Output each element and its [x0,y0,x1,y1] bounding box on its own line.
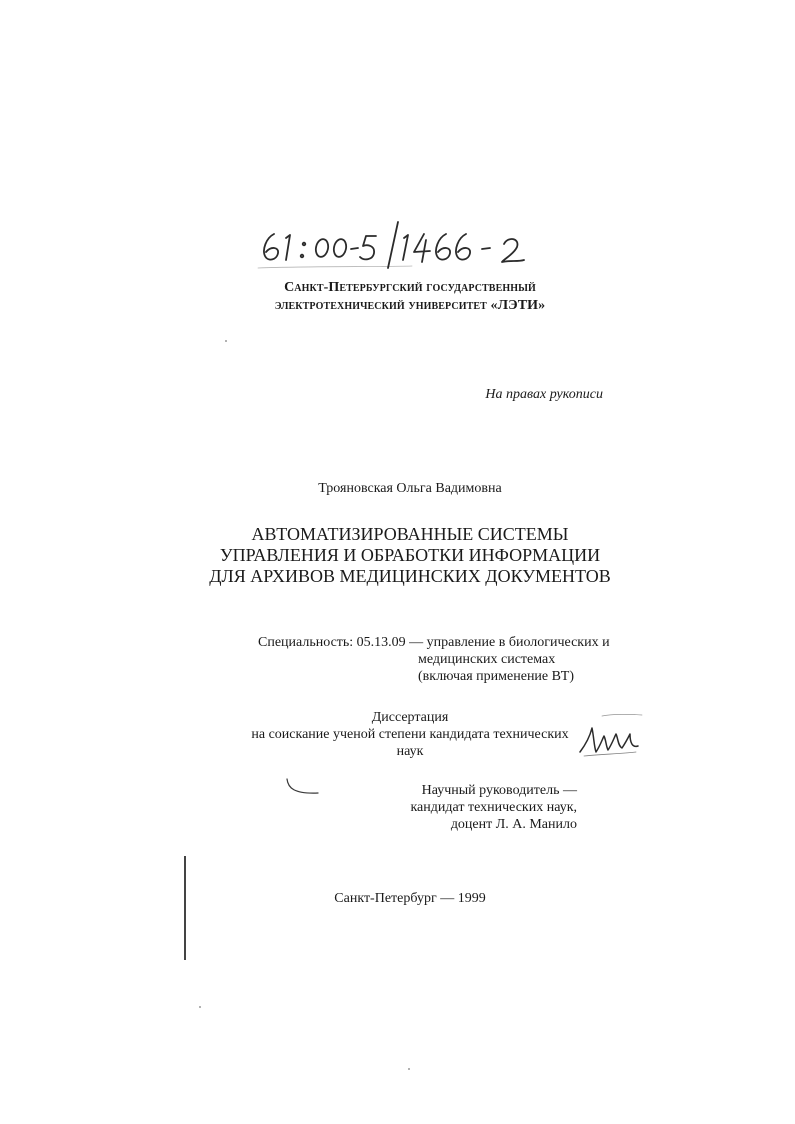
university-line-1: Санкт-Петербургский государственный [284,280,536,295]
specialty-block [258,634,618,685]
supervisor-line-2: кандидат технических наук, [410,800,577,815]
title-line-1: АВТОМАТИЗИРОВАННЫЕ СИСТЕМЫ [251,524,569,544]
supervisor-line-1: Научный руководитель — [421,783,577,798]
dissertation-title [170,524,650,587]
handwritten-catalog-number [252,218,572,270]
supervisor-block [400,782,577,833]
rights-note: На правах рукописи [485,387,603,402]
scan-artifact-edge-line [184,856,186,960]
specialty-line-1: Специальность: 05.13.09 — управление в биологических и [258,635,610,650]
specialty-line-3: (включая применение ВТ) [418,669,575,684]
signature-mark [572,712,644,760]
scan-artifact-dot [225,340,227,342]
title-line-2: УПРАВЛЕНИЯ И ОБРАБОТКИ ИНФОРМАЦИИ [219,545,601,565]
scan-artifact-dot [408,1068,410,1070]
dissertation-line-2: на соискание ученой степени кандидата технических наук [251,727,569,759]
city-year: Санкт-Петербург — 1999 [334,891,486,906]
title-line-3: ДЛЯ АРХИВОВ МЕДИЦИНСКИХ ДОКУМЕНТОВ [209,566,611,586]
specialty-line-2: медицинских системах [418,652,556,667]
scan-artifact-curve [284,776,324,800]
author-name: Трояновская Ольга Вадимовна [318,481,502,496]
dissertation-line-1: Диссертация [371,710,449,725]
university-name [200,279,620,315]
scan-artifact-dot [199,1006,201,1008]
university-line-2: электротехнический университет «ЛЭТИ» [274,298,546,313]
dissertation-block [240,709,580,760]
supervisor-line-3: доцент Л. А. Манило [450,817,577,832]
